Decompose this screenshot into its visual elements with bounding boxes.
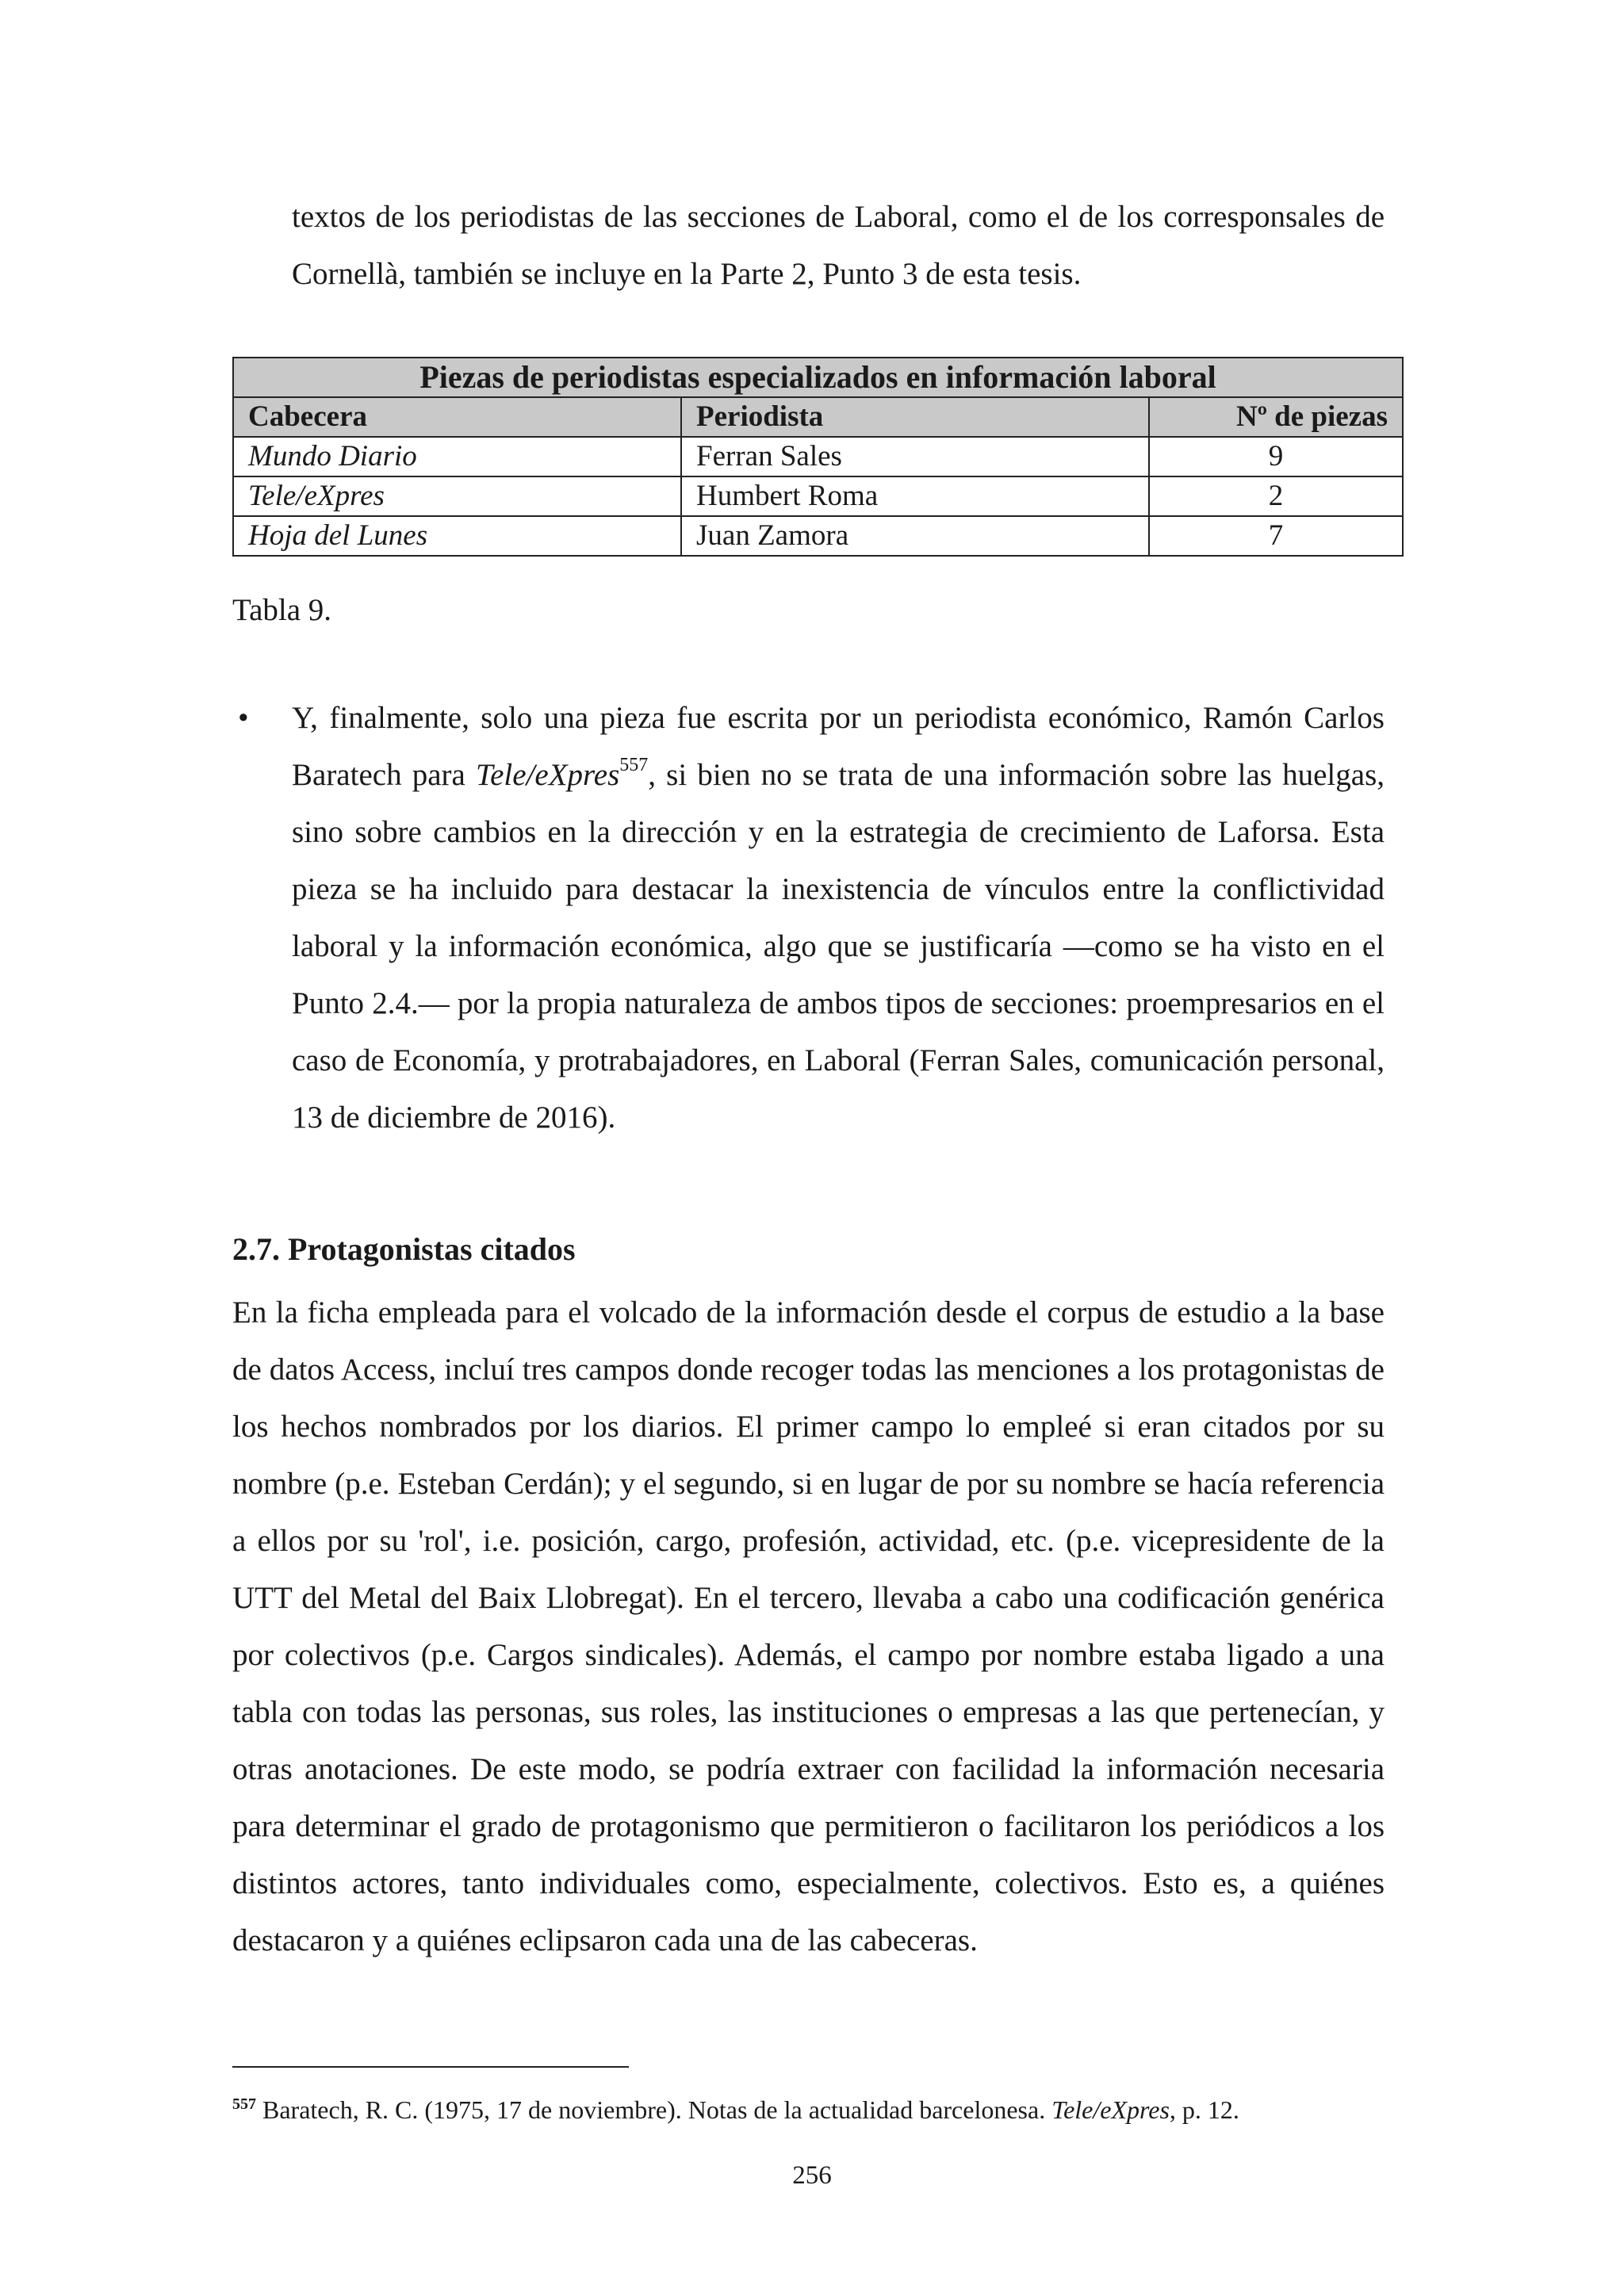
footnote-text-end: , p. 12. [1169,2095,1239,2124]
page-number: 256 [792,2161,832,2190]
footnote-reference[interactable]: 557 [619,755,649,775]
cell-periodista: Ferran Sales [681,437,1149,476]
journalists-table [232,357,1404,557]
table-title-row [233,358,1403,397]
table-title: Piezas de periodistas especializados en información laboral [233,358,1403,397]
footnote-text-start: Baratech, R. C. (1975, 17 de noviembre). Notas de la actualidad barcelonesa. [256,2095,1052,2124]
bullet-paragraph [292,690,1385,1146]
cell-piezas: 2 [1149,476,1403,516]
footnote-publication: Tele/eXpres [1051,2095,1170,2124]
column-header-periodista: Periodista [681,397,1149,437]
table-caption: Tabla 9. [232,593,332,627]
section-heading: 2.7. Protagonistas citados [232,1231,576,1267]
body-paragraph: En la ficha empleada para el volcado de la información desde el corpus de estudio a la base de datos Access, incluí tres campos donde recoger todas las menciones a los protagonistas de los hechos nombrados por los diarios. El primer campo lo empleé si eran citados por su nombre (p.e. Esteban Cerdán); y el segundo, si en lugar de por su nombre se hacía referencia a ellos por su 'rol', i.e. posición, cargo, profesión, actividad, etc. (p.e. vicepresidente de la UTT del Metal del Baix Llobregat). En el tercero, llevaba a cabo una codificación genérica por colectivos (p.e. Cargos sindicales). Además, el campo por nombre estaba ligado a una tabla con todas las personas, sus roles, las instituciones o empresas a las que pertenecían, y otras anotaciones. De este modo, se podría extraer con facilidad la información necesaria para determinar el grado de protagonismo que permitieron o facilitaron los periódicos a los distintos actores, tanto individuales como, especialmente, colectivos. Esto es, a quiénes destacaron y a quiénes eclipsaron cada una de las cabeceras. [232,1295,1385,1957]
cell-periodista: Humbert Roma [681,476,1149,516]
bullet-text-start: Y, finalmente, solo una pieza fue escrita por un periodista económico, Ramón Carlos Baratech para [292,701,1385,792]
cell-cabecera: Mundo Diario [233,437,681,476]
column-header-cabecera: Cabecera [233,397,681,437]
table-row [233,476,1403,516]
footnote [232,2087,1390,2127]
cell-periodista: Juan Zamora [681,516,1149,556]
cell-piezas: 7 [1149,516,1403,556]
footnote-number: 557 [232,2095,256,2113]
bullet-text-end: , si bien no se trata de una información sobre las huelgas, sino sobre cambios en la dirección y en la estrategia de crecimiento de Laforsa. Esta pieza se ha incluido para destacar la inexistencia de vínculos entre la conflictividad laboral y la información económica, algo que se justificaría —como se ha visto en el Punto 2.4.— por la propia naturaleza de ambos tipos de secciones: proempresarios en el caso de Economía, y protrabajadores, en Laboral (Ferran Sales, comunicación personal, 13 de diciembre de 2016). [292,758,1385,1135]
body-paragraph: textos de los periodistas de las secciones de Laboral, como el de los corresponsales de Cornellà, también se incluye en la Parte 2, Punto 3 de esta tesis. [292,200,1385,291]
table-row [233,437,1403,476]
bullet-icon: • [238,701,249,735]
cell-cabecera: Hoja del Lunes [233,516,681,556]
publication-name: Tele/eXpres [476,758,620,792]
cell-cabecera: Tele/eXpres [233,476,681,516]
table-row [233,516,1403,556]
table-header-row [233,397,1403,437]
footnote-divider [232,2066,629,2068]
column-header-piezas: Nº de piezas [1149,397,1403,437]
cell-piezas: 9 [1149,437,1403,476]
